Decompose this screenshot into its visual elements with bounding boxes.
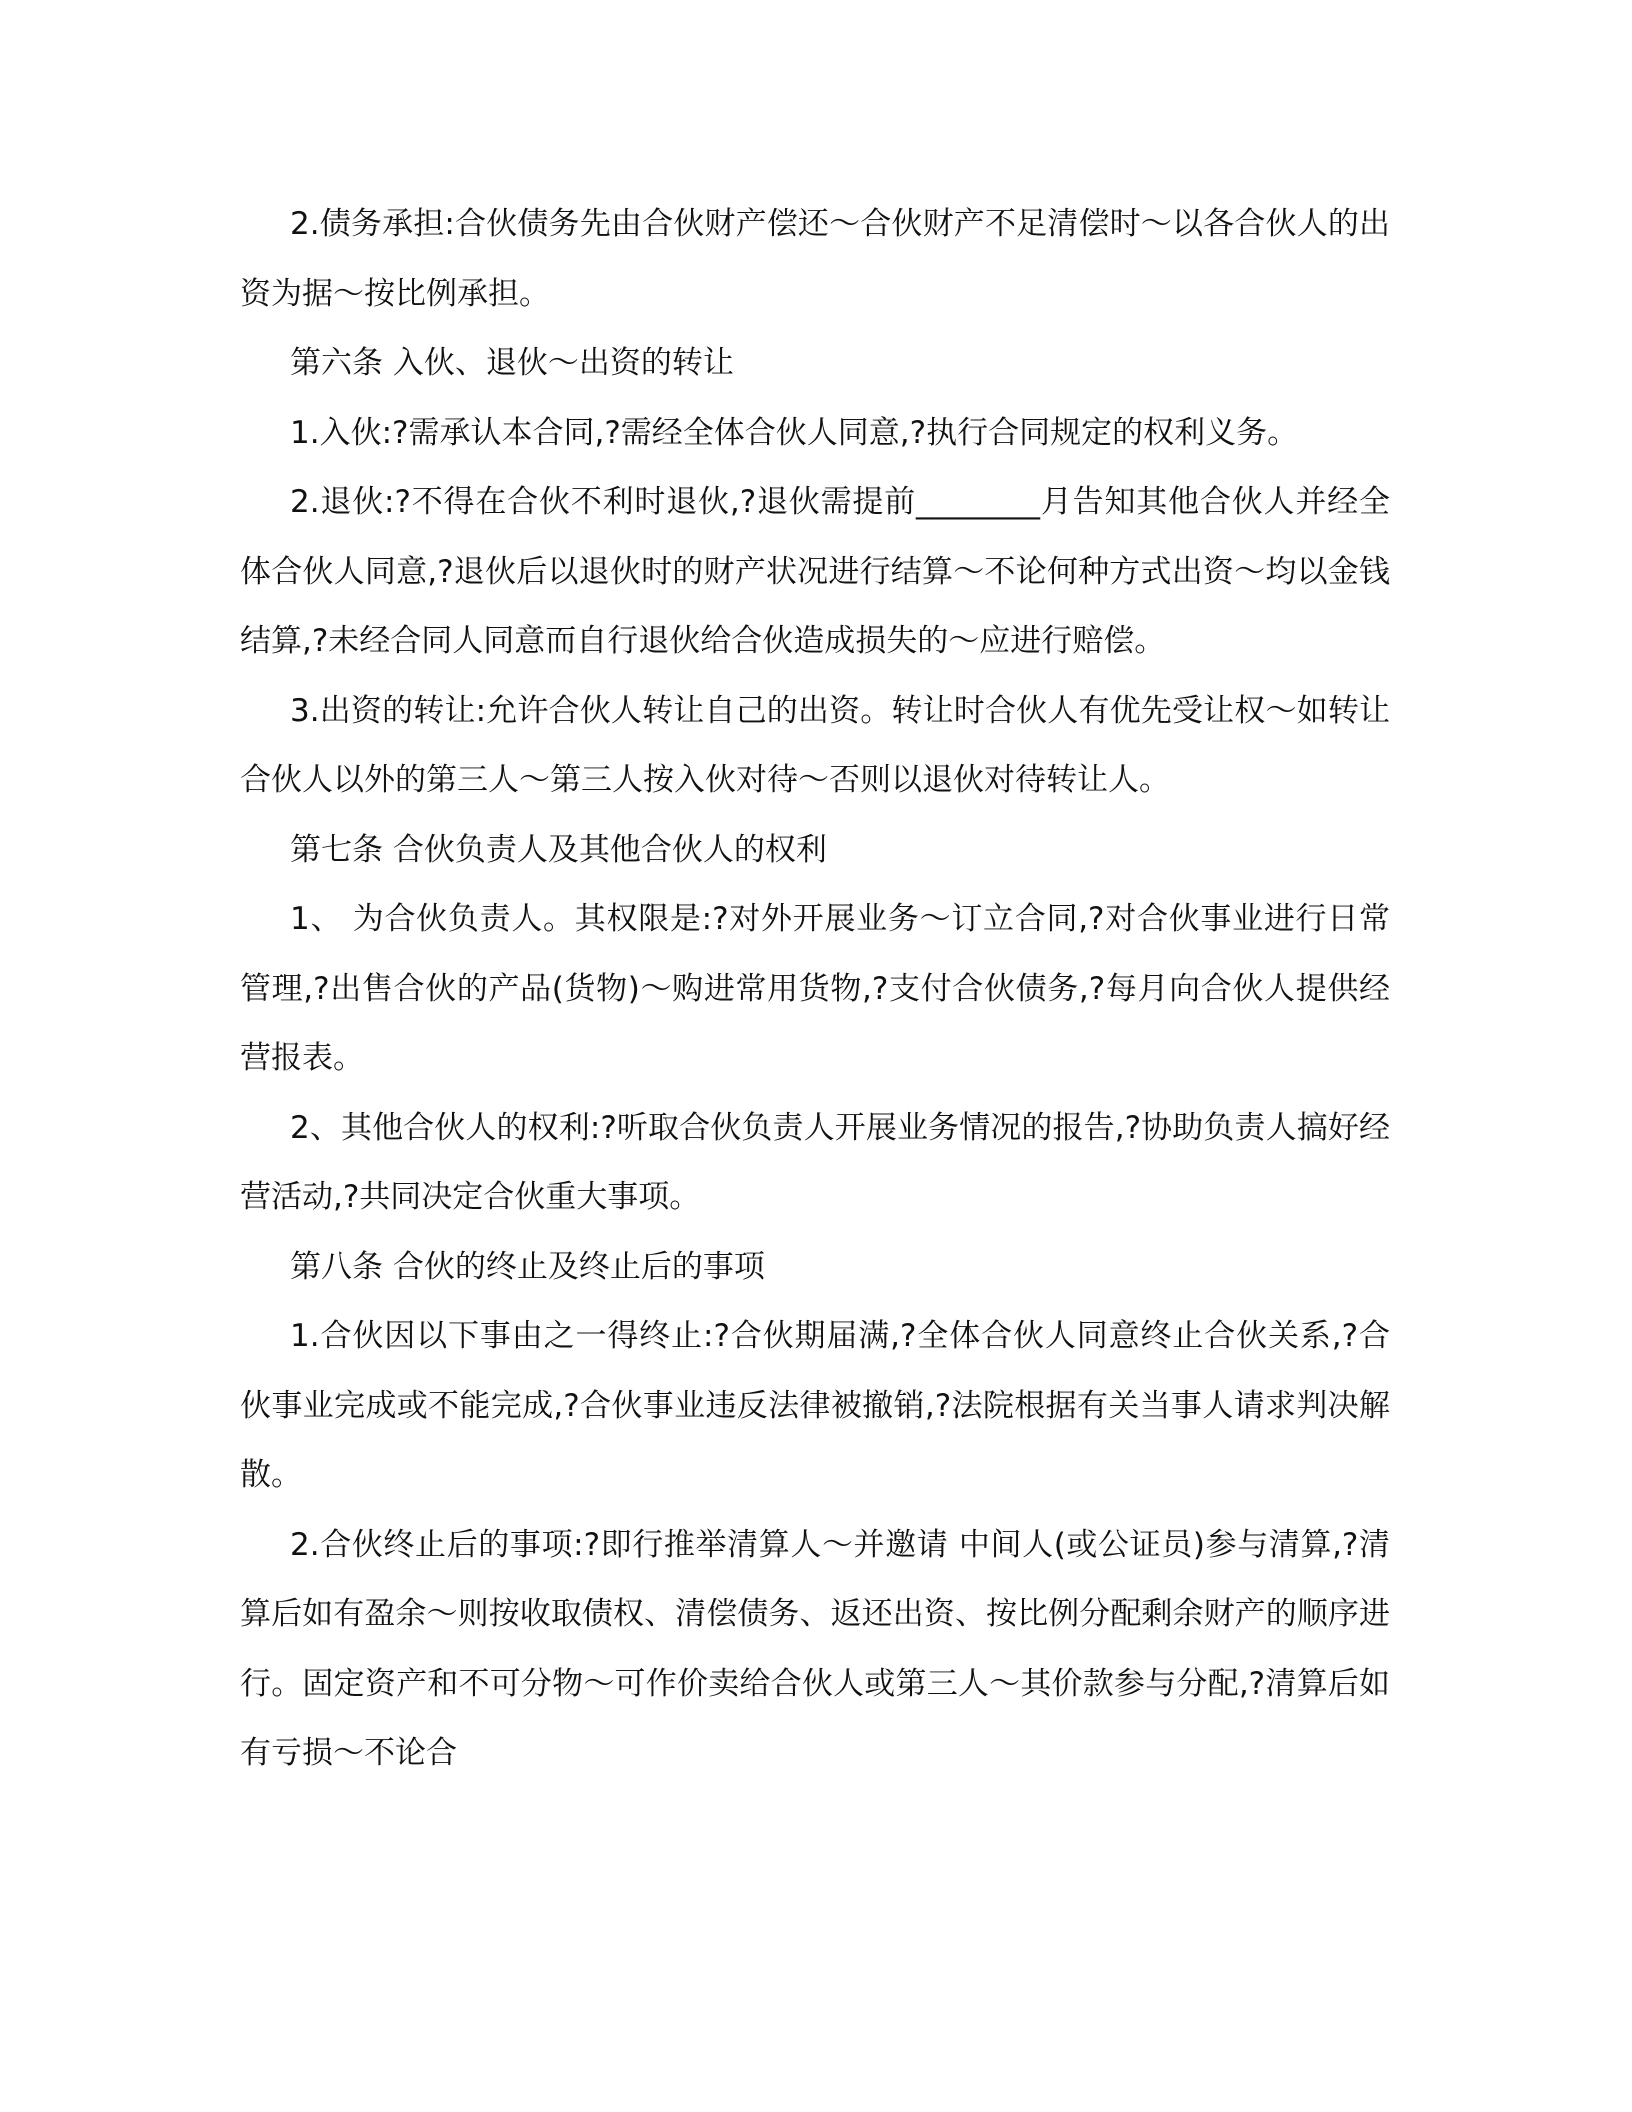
paragraph-partner-rights: 2、其他合伙人的权利:?听取合伙负责人开展业务情况的报告,?协助负责人搞好经营活动,?共同决定合伙重大事项。 <box>240 1109 1390 1215</box>
article-8-heading: 第八条 合伙的终止及终止后的事项 <box>290 1248 765 1285</box>
paragraph-manager-authority: 1、 为合伙负责人。其权限是:?对外开展业务～订立合同,?对合伙事业进行日常管理,?出售合伙的产品(货物)～购进常用货物,?支付合伙债务,?每月向合伙人提供经营报表。 <box>240 901 1390 1076</box>
paragraph-capital-transfer: 3.出资的转让:允许合伙人转让自己的出资。转让时合伙人有优先受让权～如转让合伙人以外的第三人～第三人按入伙对待～否则以退伙对待转让人。 <box>240 692 1390 798</box>
paragraph-withdrawal: 2.退伙:?不得在合伙不利时退伙,?退伙需提前________月告知其他合伙人并经全体合伙人同意,?退伙后以退伙时的财产状况进行结算～不论何种方式出资～均以金钱结算,?未经合同人同意而自行退伙给合伙造成损失的～应进行赔偿。 <box>240 484 1390 659</box>
paragraph-post-termination: 2.合伙终止后的事项:?即行推举清算人～并邀请 中间人(或公证员)参与清算,?清算后如有盈余～则按收取债权、清偿债务、返还出资、按比例分配剩余财产的顺序进行。固定资产和不可分物～可作价卖给合伙人或第三人～其价款参与分配,?清算后如有亏损～不论合 <box>240 1526 1390 1771</box>
paragraph-debt-bearing: 2.债务承担:合伙债务先由合伙财产偿还～合伙财产不足清偿时～以各合伙人的出资为据～按比例承担。 <box>240 206 1390 312</box>
document-body <box>240 190 1390 1789</box>
paragraph-termination-causes: 1.合伙因以下事由之一得终止:?合伙期届满,?全体合伙人同意终止合伙关系,?合伙事业完成或不能完成,?合伙事业违反法律被撤销,?法院根据有关当事人请求判决解散。 <box>240 1318 1390 1493</box>
paragraph-joining: 1.入伙:?需承认本合同,?需经全体合伙人同意,?执行合同规定的权利义务。 <box>290 414 1299 451</box>
article-6-heading: 第六条 入伙、退伙～出资的转让 <box>290 345 734 381</box>
article-7-heading: 第七条 合伙负责人及其他合伙人的权利 <box>290 831 827 868</box>
